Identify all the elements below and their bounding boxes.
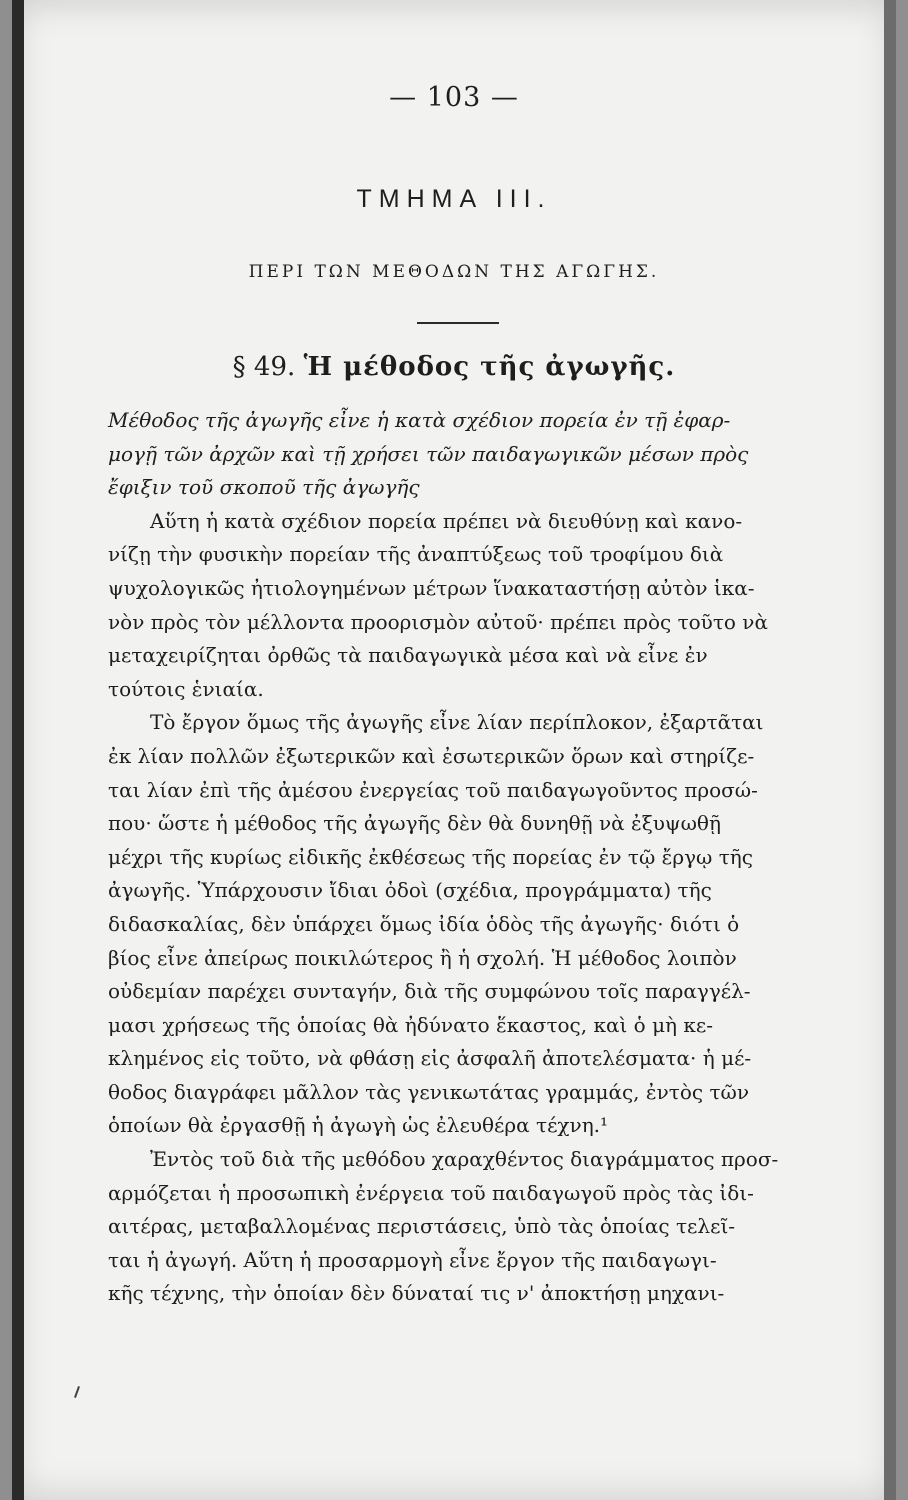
body-line: Ἐντὸς τοῦ διὰ τῆς μεθόδου χαραχθέντος διαγράμματος προσ-	[150, 1147, 779, 1172]
body-line: οὐδεμίαν παρέχει συνταγήν, διὰ τῆς συμφώνου τοῖς παραγγέλ-	[108, 979, 751, 1004]
body-line: διδασκαλίας, δὲν ὑπάρχει ὅμως ἰδία ὁδὸς τῆς ἀγωγῆς· διότι ὁ	[108, 911, 740, 936]
body-line: που· ὥστε ἡ μέθοδος τῆς ἀγωγῆς δὲν θὰ δυνηθῇ νὰ ἐξυψωθῇ	[108, 811, 721, 836]
body-line: Τὸ ἔργον ὅμως τῆς ἀγωγῆς εἶνε λίαν περίπλοκον, ἐξαρτᾶται	[150, 710, 764, 735]
page-number: — 103 —	[389, 82, 519, 113]
body-line: βίος εἶνε ἀπείρως ποικιλώτερος ἢ ἡ σχολή. Ἡ μέθοδος λοιπὸν	[108, 945, 737, 970]
paragraph-number: § 49.	[232, 352, 296, 382]
paragraph-heading	[12, 352, 896, 382]
body-line: νίζῃ τὴν φυσικὴν πορείαν τῆς ἀναπτύξεως τοῦ τροφίμου διὰ	[108, 542, 724, 567]
body-line: νὸν πρὸς τὸν μέλλοντα προορισμὸν αὐτοῦ· πρέπει πρὸς τοῦτο νὰ	[108, 609, 768, 634]
paragraph-title: Ἡ μέθοδος τῆς ἀγωγῆς.	[303, 352, 676, 382]
body-line: αιτέρας, μεταβαλλομένας περιστάσεις, ὑπὸ τὰς ὁποίας τελεῖ-	[108, 1214, 736, 1239]
body-line: θοδος διαγράφει μᾶλλον τὰς γενικωτάτας γραμμάς, ἐντὸς τῶν	[108, 1079, 749, 1104]
body-line: Αὕτη ἡ κατὰ σχέδιον πορεία πρέπει νὰ διευθύνῃ καὶ κανο-	[150, 508, 743, 533]
body-line: ται ἡ ἀγωγή. Αὕτη ἡ προσαρμογὴ εἶνε ἔργον τῆς παιδαγωγι-	[108, 1247, 717, 1272]
body-line: ψυχολογικῶς ἠτιολογημένων μέτρων ἵνακαταστήσῃ αὐτὸν ἱκα-	[108, 575, 755, 600]
ink-speck	[74, 1386, 80, 1398]
body-line: κλημένος εἰς τοῦτο, νὰ φθάσῃ εἰς ἀσφαλῆ ἀποτελέσματα· ἡ μέ-	[108, 1046, 752, 1071]
section-subtitle: ΠΕΡΙ ΤΩΝ ΜΕΘΟΔΩΝ ΤΗΣ ΑΓΩΓΗΣ.	[248, 262, 660, 282]
body-line: αρμόζεται ἡ προσωπικὴ ἐνέργεια τοῦ παιδαγωγοῦ πρὸς τὰς ἰδι-	[108, 1180, 754, 1205]
page-right-edge	[884, 0, 896, 1500]
body-line: μογῇ τῶν ἀρχῶν καὶ τῇ χρήσει τῶν παιδαγωγικῶν μέσων πρὸς	[108, 441, 749, 466]
section-heading: ΤΜΗΜΑ ΙΙΙ.	[356, 185, 552, 213]
body-line: τούτοις ἑνιαία.	[108, 676, 264, 701]
body-line: κῆς τέχνης, τὴν ὁποίαν δὲν δύναταί τις ν' ἀποκτήσῃ μηχανι-	[108, 1281, 725, 1306]
divider-rule	[417, 322, 499, 324]
body-line: ἐκ λίαν πολλῶν ἐξωτερικῶν καὶ ἐσωτερικῶν ὅρων καὶ στηρίζε-	[108, 743, 755, 768]
book-page	[12, 0, 896, 1500]
body-line: ἀγωγῆς. Ὑπάρχουσιν ἴδιαι ὁδοὶ (σχέδια, προγράμματα) τῆς	[108, 878, 712, 903]
page-left-edge	[12, 0, 24, 1500]
body-line: ται λίαν ἐπὶ τῆς ἀμέσου ἐνεργείας τοῦ παιδαγωγοῦντος προσώ-	[108, 777, 758, 802]
body-line: Μέθοδος τῆς ἀγωγῆς εἶνε ἡ κατὰ σχέδιον πορεία ἐν τῇ ἐφαρ-	[108, 408, 731, 432]
body-line: μασι χρήσεως τῆς ὁποίας θὰ ἠδύνατο ἕκαστος, καὶ ὁ μὴ κε-	[108, 1012, 714, 1037]
body-line: ἔφιξιν τοῦ σκοποῦ τῆς ἀγωγῆς	[108, 475, 420, 500]
body-line: μεταχειρίζηται ὀρθῶς τὰ παιδαγωγικὰ μέσα καὶ νὰ εἶνε ἐν	[108, 643, 708, 668]
body-text	[108, 404, 838, 1311]
body-line: μέχρι τῆς κυρίως εἰδικῆς ἐκθέσεως τῆς πορείας ἐν τῷ ἔργῳ τῆς	[108, 844, 753, 869]
body-line: ὁποίων θὰ ἐργασθῇ ἡ ἀγωγὴ ὡς ἐλευθέρα τέχνη.¹	[108, 1113, 609, 1138]
